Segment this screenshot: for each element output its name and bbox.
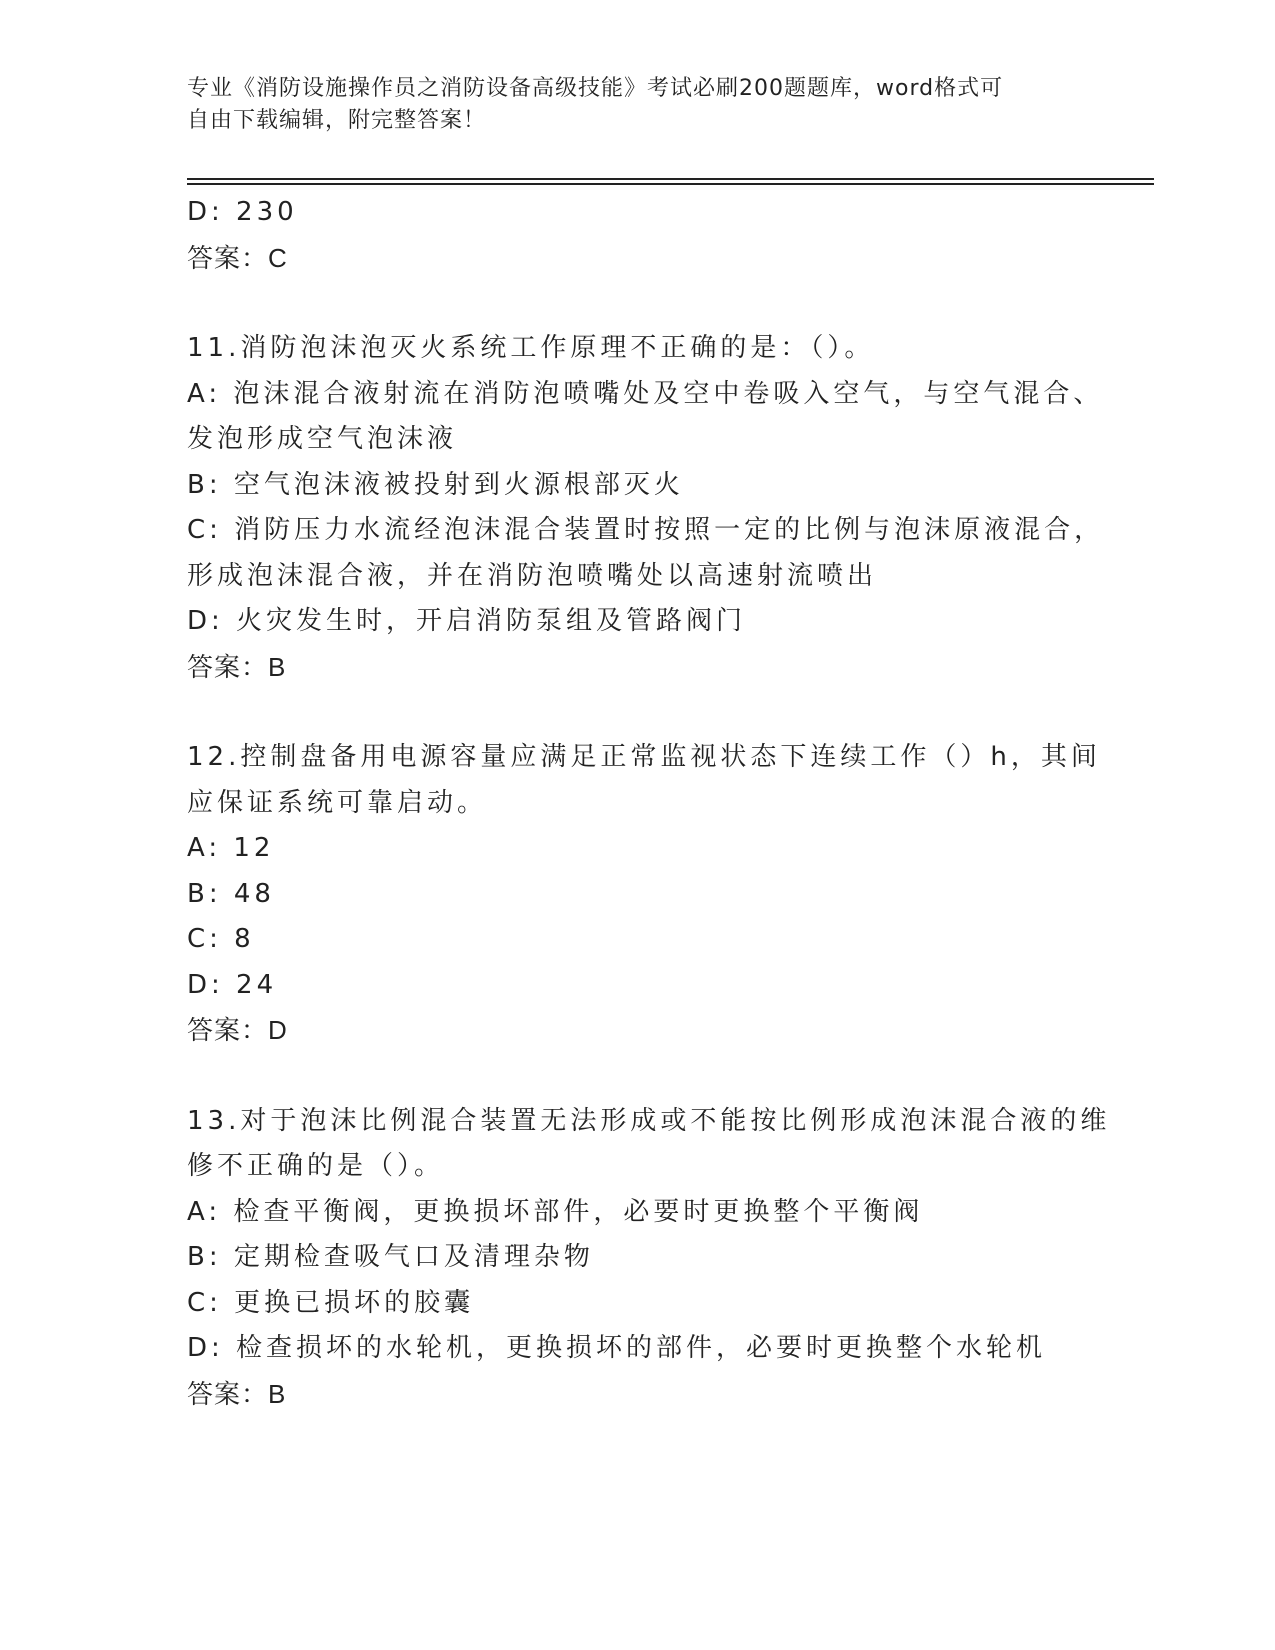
question-12 [187,735,1107,1054]
option-c: C: 消防压力水流经泡沫混合装置时按照一定的比例与泡沫原液混合， [187,515,1105,545]
option-b: B: 48 [187,878,275,909]
answer: 答案：B [187,651,287,682]
spacer [187,690,1107,735]
question-stem: 12.控制盘备用电源容量应满足正常监视状态下连续工作（）h，其间 [187,742,1101,772]
option-b: B: 定期检查吸气口及清理杂物 [187,1242,594,1272]
question-stem: 13.对于泡沫比例混合装置无法形成或不能按比例形成泡沫混合液的维 [187,1105,1111,1136]
option-a: A: 检查平衡阀，更换损坏部件，必要时更换整个平衡阀 [187,1196,924,1227]
question-stem-continued: 应保证系统可靠启动。 [187,787,488,818]
answer: 答案：D [187,1015,288,1045]
spacer [187,281,1107,326]
prev-answer: 答案：C [187,242,288,273]
question-11 [187,326,1107,690]
question-stem-continued: 修不正确的是（）。 [187,1151,445,1181]
option-d: D: 24 [187,969,278,1000]
option-d: D: 火灾发生时，开启消防泵组及管路阀门 [187,606,747,636]
question-stem: 11.消防泡沫泡灭火系统工作原理不正确的是：（）。 [187,333,875,363]
option-a: A: 12 [187,833,275,863]
spacer [187,1054,1107,1099]
option-c: C: 更换已损坏的胶囊 [187,1287,475,1318]
header-rule-top [187,178,1154,180]
document-header [187,73,1087,137]
option-a-continued: 发泡形成空气泡沫液 [187,424,458,454]
header-rule-bottom [187,183,1154,185]
option-a: A: 泡沫混合液射流在消防泡喷嘴处及空中卷吸入空气，与空气混合、 [187,378,1104,409]
answer: 答案：B [187,1378,287,1409]
option-d: D: 检查损坏的水轮机，更换损坏的部件，必要时更换整个水轮机 [187,1333,1047,1363]
prev-option-d: D: 230 [187,197,298,227]
option-b: B: 空气泡沫液被投射到火源根部灭火 [187,469,684,500]
header-line-1: 专业《消防设施操作员之消防设备高级技能》考试必刷200题题库，word格式可 [187,76,1004,101]
header-line-2: 自由下载编辑，附完整答案！ [187,108,487,133]
option-c: C: 8 [187,924,255,954]
question-13 [187,1099,1111,1418]
question-content [187,190,1111,1417]
option-c-continued: 形成泡沫混合液，并在消防泡喷嘴处以高速射流喷出 [187,560,878,591]
